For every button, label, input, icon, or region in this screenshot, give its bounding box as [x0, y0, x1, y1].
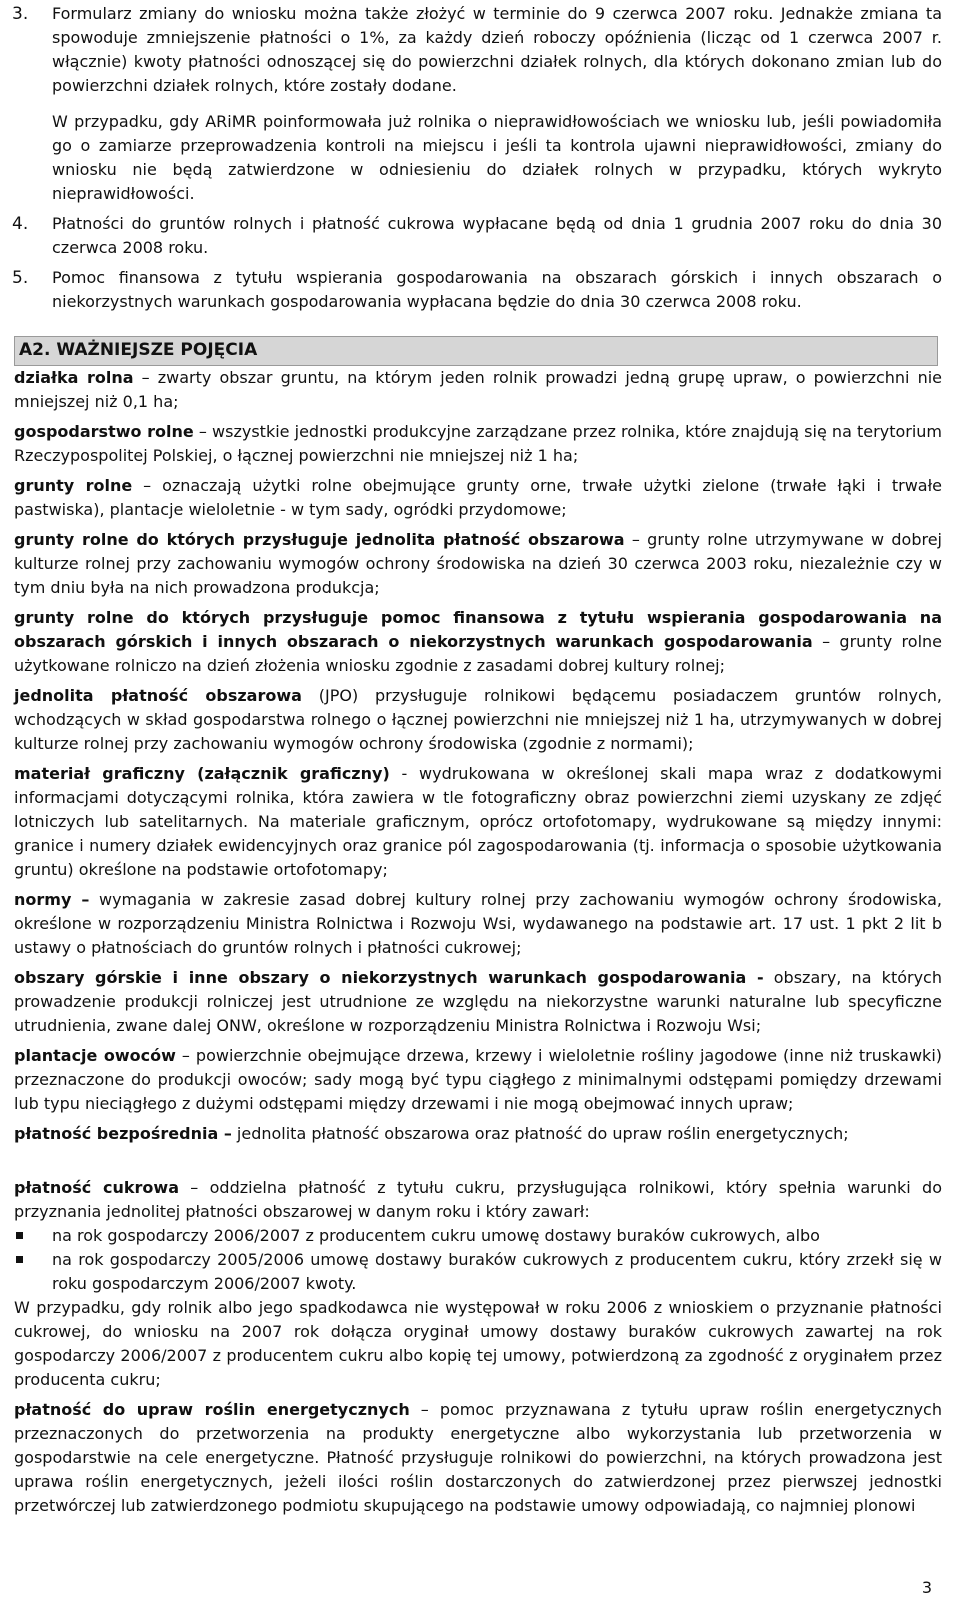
item-text: Pomoc finansowa z tytułu wspierania gospodarowania na obszarach górskich i innych obszarach o niekorzystnych warunkach gospodarowania wypłacana będzie do dnia 30 czerwca 2008 roku.	[52, 268, 942, 311]
bullet-square-icon	[16, 1232, 23, 1239]
definition-text: wymagania w zakresie zasad dobrej kultury rolnej przy zachowaniu wymogów ochrony środowiska, określone w rozporządzeniu Ministra Rolnictwa i Rozwoju Wsi, wydawanego na podstawie art. 17 ust. 1 pkt 2 lit b ustawy o płatnościach do gruntów rolnych i płatności cukrowej;	[14, 890, 942, 957]
definition-normy	[14, 888, 942, 960]
bullet-square-icon	[16, 1256, 23, 1263]
list-item-3	[12, 2, 942, 98]
definition-term: gospodarstwo rolne	[14, 422, 194, 441]
definition-text: – zwarty obszar gruntu, na którym jeden rolnik prowadzi jedną grupę upraw, o powierzchni nie mniejszej niż 0,1 ha;	[14, 368, 943, 411]
definition-text: – wszystkie jednostki produkcyjne zarządzane przez rolnika, które znajdują się na terytorium Rzeczypospolitej Polskiej, o łącznej powierzchni nie mniejszej niż 1 ha;	[14, 422, 943, 465]
definition-term: jednolita płatność obszarowa	[14, 686, 302, 705]
definition-text: jednolita płatność obszarowa oraz płatność do upraw roślin energetycznych;	[231, 1124, 849, 1143]
definition-platnosc-cukrowa	[14, 1176, 942, 1224]
definition-platnosc-bezposrednia	[14, 1122, 942, 1146]
section-heading-box	[14, 336, 938, 366]
bullet-item	[14, 1248, 942, 1296]
definition-term: normy –	[14, 890, 90, 909]
definition-gospodarstwo-rolne	[14, 420, 942, 468]
item-number: 3.	[12, 4, 29, 24]
definition-term: plantacje owoców	[14, 1046, 176, 1065]
definition-text: – oznaczają użytki rolne obejmujące grunty orne, trwałe użytki zielone (trwałe łąki i trwałe pastwiska), plantacje wieloletnie - w tym sady, ogródki przydomowe;	[14, 476, 942, 519]
item-text: Płatności do gruntów rolnych i płatność cukrowa wypłacane będą od dnia 1 grudnia 2007 roku do dnia 30 czerwca 2008 roku.	[52, 214, 942, 257]
paragraph-after-bullets: W przypadku, gdy rolnik albo jego spadkodawca nie występował w roku 2006 z wnioskiem o przyznanie płatności cukrowej, do wniosku na 2007 rok dołącza oryginał umowy dostawy buraków cukrowych zawartej na rok gospodarczy 2006/2007 z producentem cukru albo kopię tej umowy, potwierdzoną za zgodność z oryginałem przez producenta cukru;	[14, 1298, 942, 1389]
definition-term: materiał graficzny (załącznik graficzny)	[14, 764, 390, 783]
list-item-4	[12, 212, 942, 260]
definition-text: – oddzielna płatność z tytułu cukru, przysługująca rolnikowi, który spełnia warunki do przyznania jednolitej płatności obszarowej w danym roku i który zawarł:	[14, 1178, 942, 1221]
bullet-item	[14, 1224, 942, 1248]
list-item-5	[12, 266, 942, 314]
definition-term: grunty rolne	[14, 476, 133, 495]
definition-term: działka rolna	[14, 368, 134, 387]
definition-obszary-gorskie	[14, 966, 942, 1038]
definition-text: obszary, na których prowadzenie produkcji rolniczej jest utrudnione ze względu na niekorzystne warunki naturalne lub specyficzne utrudnienia, zwane dalej ONW, określone w rozporządzeniu Ministra Rolnictwa i Rozwoju Wsi;	[14, 968, 942, 1035]
definition-text: (JPO) przysługuje rolnikowi będącemu posiadaczem gruntów rolnych, wchodzących w skład gospodarstwa rolnego o łącznej powierzchni nie mniejszej niż 1 ha, utrzymywanych w dobrej kulturze rolnej przy zachowaniu wymogów ochrony środowiska (zgodnie z normami);	[14, 686, 942, 753]
definition-term: obszary górskie i inne obszary o niekorzystnych warunkach gospodarowania -	[14, 968, 764, 987]
definition-text: – grunty rolne użytkowane rolniczo na dzień złożenia wniosku zgodnie z zasadami dobrej kultury rolnej;	[14, 632, 942, 675]
definition-term: płatność do upraw roślin energetycznych	[14, 1400, 410, 1419]
bullet-text: na rok gospodarczy 2005/2006 umowę dostawy buraków cukrowych z producentem cukru, który zrzekł się w roku gospodarczym 2006/2007 kwoty.	[52, 1250, 942, 1293]
section-heading: A2. WAŻNIEJSZE POJĘCIA	[19, 340, 258, 360]
definition-term: płatność bezpośrednia –	[14, 1124, 232, 1143]
definition-text: – pomoc przyznawana z tytułu upraw roślin energetycznych przeznaczonych do przetworzenia na produkty energetyczne albo wykorzystania lub przetworzenia w gospodarstwie na cele energetyczne. Płatność przysługuje rolnikowi do powierzchni, na których prowadzona jest uprawa roślin energetycznych, jeżeli ilości roślin dostarczonych do zatwierdzonej przez pierwszej jednostki przetwórczej lub zatwierdzonego podmiotu skupującego na podstawie umowy odpowiadają, co najmniej plonowi	[14, 1400, 942, 1515]
page-number: 3	[921, 1578, 932, 1597]
definition-grunty-onw	[14, 606, 942, 678]
definition-platnosc-energetyczne	[14, 1398, 942, 1518]
paragraph: W przypadku, gdy ARiMR poinformowała już rolnika o nieprawidłowościach we wniosku lub, jeśli powiadomiła go o zamiarze przeprowadzenia kontroli na miejscu i jeśli ta kontrola ujawni nieprawidłowości, zmiany do wniosku nie będą zatwierdzone w odniesieniu do działek rolnych w przypadku, których wykryto nieprawidłowości.	[52, 112, 942, 203]
definition-text: – grunty rolne utrzymywane w dobrej kulturze rolnej przy zachowaniu wymogów ochrony środowiska na dzień 30 czerwca 2003 roku, niezależnie czy w tym dniu była na nich prowadzona produkcja;	[14, 530, 942, 597]
definition-plantacje-owocow	[14, 1044, 942, 1116]
bullet-text: na rok gospodarczy 2006/2007 z producentem cukru umowę dostawy buraków cukrowych, albo	[52, 1226, 820, 1245]
definition-material-graficzny	[14, 762, 942, 882]
definition-term: grunty rolne do których przysługuje jednolita płatność obszarowa	[14, 530, 625, 549]
definition-dzialka-rolna	[14, 366, 942, 414]
definition-grunty-jpo	[14, 528, 942, 600]
definition-jpo	[14, 684, 942, 756]
definition-term: grunty rolne do których przysługuje pomoc finansowa z tytułu wspierania gospodarowania na obszarach górskich i innych obszarach o niekorzystnych warunkach gospodarowania	[14, 608, 942, 651]
definition-text: – powierzchnie obejmujące drzewa, krzewy i wieloletnie rośliny jagodowe (inne niż truskawki) przeznaczone do produkcji owoców; sady mogą być typu ciągłego z minimalnymi odstępami pomiędzy drzewami lub typu nieciągłego z dużymi odstępami między drzewami i nie mogą obejmować innych upraw;	[14, 1046, 943, 1113]
item-number: 5.	[12, 268, 29, 288]
definition-term: płatność cukrowa	[14, 1178, 179, 1197]
definition-text: - wydrukowana w określonej skali mapa wraz z dodatkowymi informacjami dotyczącymi rolnika, która zawiera w tle fotograficzny obraz powierzchni ziemi uzyskany ze zdjęć lotniczych lub satelitarnych. Na materiale graficznym, oprócz ortofotomapy, wydrukowane są między innymi: granice i numery działek ewidencyjnych oraz granice pól zagospodarowania (tj. informacja o sposobie użytkowania gruntu) określone na podstawie ortofotomapy;	[14, 764, 943, 879]
item-text: Formularz zmiany do wniosku można także złożyć w terminie do 9 czerwca 2007 roku. Jednakże zmiana ta spowoduje zmniejszenie płatności o 1%, za każdy dzień roboczy opóźnienia (licząc od 1 czerwca 2007 r. włącznie) kwoty płatności odnoszącej się do powierzchni działek rolnych, dla których dokonano zmian lub do powierzchni działek rolnych, które zostały dodane.	[52, 4, 942, 95]
item-number: 4.	[12, 214, 29, 234]
definition-grunty-rolne	[14, 474, 942, 522]
